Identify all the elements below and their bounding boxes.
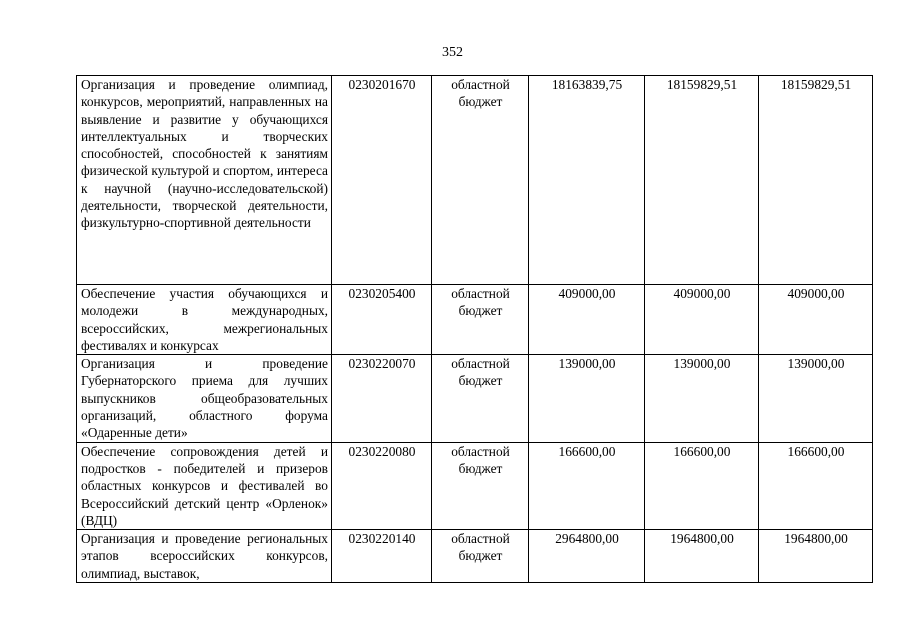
budget-table — [76, 75, 873, 583]
funding-source: областной бюджет — [432, 355, 529, 442]
amount-year-2: 166600,00 — [645, 442, 759, 529]
table-row — [77, 530, 873, 583]
amount-year-3: 139000,00 — [759, 355, 873, 442]
page-number: 352 — [442, 45, 463, 60]
funding-source: областной бюджет — [432, 442, 529, 529]
amount-year-1: 18163839,75 — [529, 76, 645, 285]
budget-code: 0230201670 — [332, 76, 432, 285]
budget-code: 0230220140 — [332, 530, 432, 583]
amount-year-2: 409000,00 — [645, 285, 759, 355]
amount-year-3: 409000,00 — [759, 285, 873, 355]
funding-source: областной бюджет — [432, 530, 529, 583]
amount-year-3: 166600,00 — [759, 442, 873, 529]
table-row — [77, 76, 873, 285]
amount-year-1: 2964800,00 — [529, 530, 645, 583]
table-row — [77, 442, 873, 529]
amount-year-1: 409000,00 — [529, 285, 645, 355]
activity-description: Организация и проведение олимпиад, конкурсов, мероприятий, направленных на выявление и развитие у обучающихся интеллектуальных и творческих способностей, способностей к занятиям физической культурой и спортом, интереса к научной (научно-исследовательской) деятельности, творческой деятельности, физкультурно-спортивной деятельности — [77, 76, 332, 285]
amount-year-2: 139000,00 — [645, 355, 759, 442]
table-row — [77, 285, 873, 355]
budget-code: 0230220080 — [332, 442, 432, 529]
amount-year-2: 18159829,51 — [645, 76, 759, 285]
activity-description: Организация и проведение Губернаторского приема для лучших выпускников общеобразовательных организаций, областного форума «Одаренные дети» — [77, 355, 332, 442]
activity-description: Обеспечение сопровождения детей и подростков - победителей и призеров областных конкурсов и фестивалей во Всероссийский детский центр «Орленок» (ВДЦ) — [77, 442, 332, 529]
table-row — [77, 355, 873, 442]
amount-year-2: 1964800,00 — [645, 530, 759, 583]
amount-year-3: 1964800,00 — [759, 530, 873, 583]
funding-source: областной бюджет — [432, 285, 529, 355]
budget-code: 0230205400 — [332, 285, 432, 355]
funding-source: областной бюджет — [432, 76, 529, 285]
budget-code: 0230220070 — [332, 355, 432, 442]
amount-year-3: 18159829,51 — [759, 76, 873, 285]
amount-year-1: 139000,00 — [529, 355, 645, 442]
amount-year-1: 166600,00 — [529, 442, 645, 529]
activity-description: Обеспечение участия обучающихся и молодежи в международных, всероссийских, межрегиональных фестивалях и конкурсах — [77, 285, 332, 355]
activity-description: Организация и проведение региональных этапов всероссийских конкурсов, олимпиад, выставок, — [77, 530, 332, 583]
